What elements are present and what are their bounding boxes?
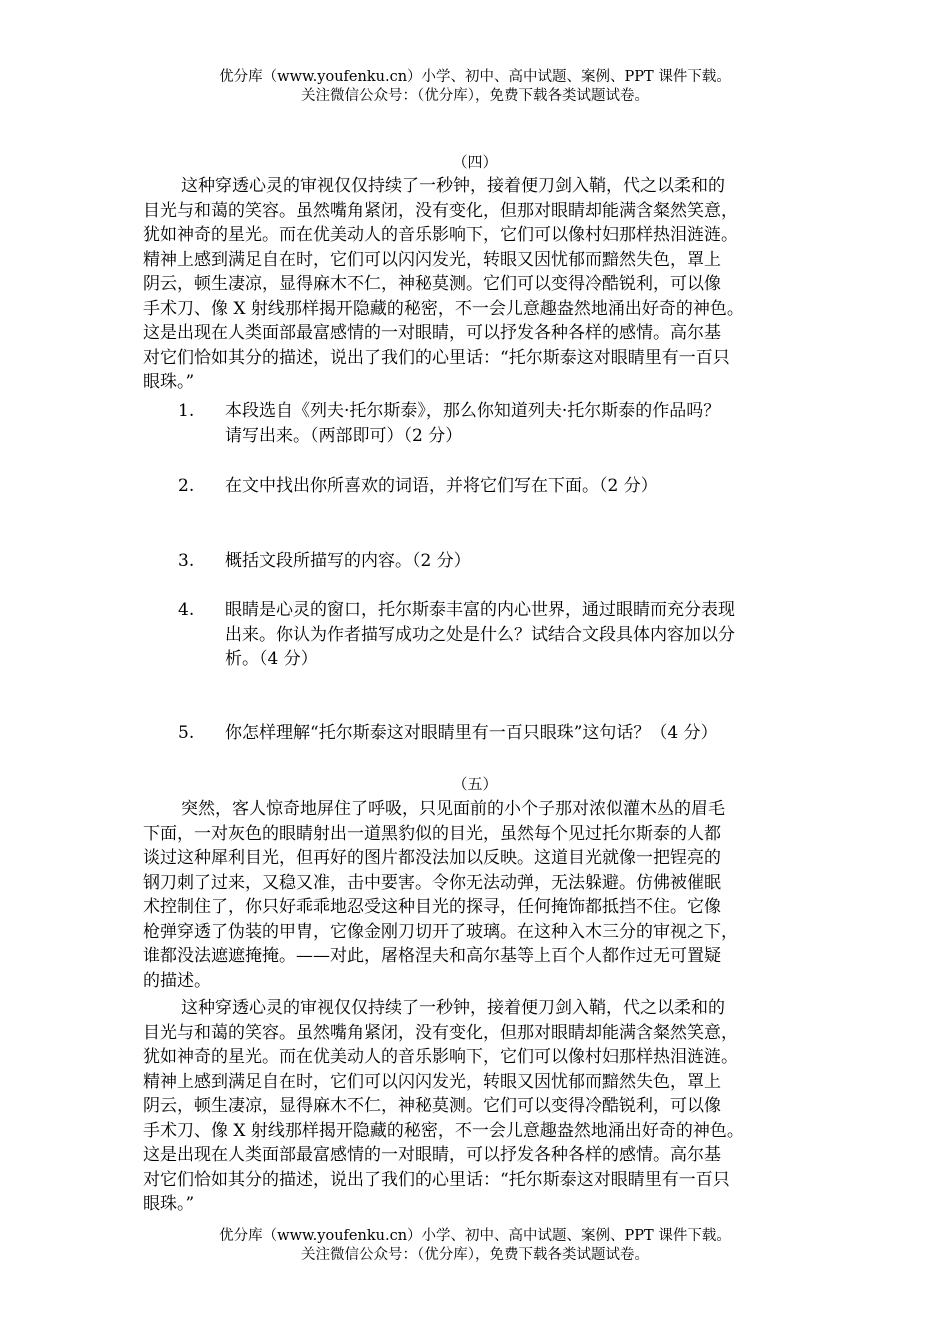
page-footer: [0, 1227, 950, 1265]
paragraph-line: 手术刀、像 X 射线那样揭开隐藏的秘密，不一会儿意趣盎然地涌出好奇的神色。: [143, 1120, 744, 1141]
question-text: 本段选自《列夫·托尔斯泰》，那么你知道列夫·托尔斯泰的作品吗？: [225, 401, 721, 421]
question-text: 请写出来。（两部即可）（2 分）: [225, 425, 463, 446]
paragraph-line: 犹如神奇的星光。而在优美动人的音乐影响下，它们可以像村妇那样热泪涟涟。: [143, 1047, 738, 1067]
question-number: 4.: [178, 600, 195, 620]
question-text: 析。（4 分）: [225, 649, 318, 669]
header-line-1: 优分库（www.youfenku.cn）小学、初中、高中试题、案例、PPT 课件下载。: [219, 69, 731, 85]
question-text: 眼睛是心灵的窗口，托尔斯泰丰富的内心世界，通过眼睛而充分表现: [225, 600, 735, 620]
paragraph-line: 下面，一对灰色的眼睛射出一道黑豹似的目光，虽然每个见过托尔斯泰的人都: [143, 823, 721, 844]
paragraph-line: 对它们恰如其分的描述，说出了我们的心里话：“托尔斯泰这对眼睛里有一百只: [143, 347, 730, 368]
paragraph-line: 目光与和蔼的笑容。虽然嘴角紧闭，没有变化，但那对眼睛却能满含粲然笑意，: [143, 200, 738, 221]
footer-line-2: 关注微信公众号：（优分库），免费下载各类试题试卷。: [301, 1247, 649, 1263]
section-5-heading: （五）: [452, 775, 498, 793]
paragraph-line: 对它们恰如其分的描述，说出了我们的心里话：“托尔斯泰这对眼睛里有一百只: [143, 1169, 730, 1190]
paragraph-line: 谁都没法遮遮掩掩。——对此，屠格涅夫和高尔基等上百个人都作过无可置疑: [143, 946, 721, 966]
question-number: 1.: [178, 401, 195, 421]
footer-line-1: 优分库（www.youfenku.cn）小学、初中、高中试题、案例、PPT 课件下载。: [219, 1228, 731, 1244]
paragraph-line: 目光与和蔼的笑容。虽然嘴角紧闭，没有变化，但那对眼睛却能满含粲然笑意，: [143, 1022, 738, 1043]
section-4-heading: （四）: [452, 153, 498, 171]
paragraph-line: 钢刀刺了过来，又稳又准，击中要害。令你无法动弹，无法躲避。仿佛被催眠: [143, 872, 721, 893]
paragraph-line: 阴云，顿生凄凉，显得麻木不仁，神秘莫测。它们可以变得冷酷锐利，可以像: [143, 274, 721, 294]
paragraph-line: 的描述。: [143, 970, 211, 991]
section-4-paragraph: [143, 174, 807, 395]
paragraph-line: 犹如神奇的星光。而在优美动人的音乐影响下，它们可以像村妇那样热泪涟涟。: [143, 225, 738, 245]
paragraph-line: 眼珠。”: [143, 372, 195, 392]
section-5-paragraph-1: [143, 797, 807, 993]
question-number: 2.: [178, 476, 195, 496]
paragraph-line: 枪弹穿透了伪装的甲胄，它像金刚刀切开了玻璃。在这种入木三分的审视之下，: [143, 921, 738, 942]
paragraph-line: 手术刀、像 X 射线那样揭开隐藏的秘密，不一会儿意趣盎然地涌出好奇的神色。: [143, 298, 744, 319]
question-text: 出来。你认为作者描写成功之处是什么？试结合文段具体内容加以分: [225, 624, 735, 645]
section-5-paragraph-2: [143, 996, 807, 1217]
paragraph-line: 这是出现在人类面部最富感情的一对眼睛，可以抒发各种各样的感情。高尔基: [143, 323, 721, 343]
page-header: [0, 68, 950, 106]
paragraph-line: 术控制住了，你只好乖乖地忍受这种目光的探寻，任何掩饰都抵挡不住。它像: [143, 897, 721, 917]
question-text: 你怎样理解“托尔斯泰这对眼睛里有一百只眼珠”这句话？（4 分）: [225, 723, 718, 743]
question-text: 概括文段所描写的内容。（2 分）: [225, 551, 471, 571]
header-line-2: 关注微信公众号：（优分库），免费下载各类试题试卷。: [301, 88, 649, 104]
question-number: 3.: [178, 551, 195, 571]
question-text: 在文中找出你所喜欢的词语，并将它们写在下面。（2 分）: [225, 476, 658, 496]
paragraph-line: 精神上感到满足自在时，它们可以闪闪发光，转眼又因忧郁而黯然失色，罩上: [143, 249, 721, 270]
paragraph-line: 阴云，顿生凄凉，显得麻木不仁，神秘莫测。它们可以变得冷酷锐利，可以像: [143, 1096, 721, 1116]
paragraph-line: 这是出现在人类面部最富感情的一对眼睛，可以抒发各种各样的感情。高尔基: [143, 1145, 721, 1165]
question-number: 5.: [178, 723, 195, 743]
paragraph-line: 这种穿透心灵的审视仅仅持续了一秒钟，接着便刀剑入鞘，代之以柔和的: [181, 176, 725, 196]
paragraph-line: 谈过这种犀利目光，但再好的图片都没法加以反映。这道目光就像一把锃亮的: [143, 848, 721, 868]
paragraph-line: 这种穿透心灵的审视仅仅持续了一秒钟，接着便刀剑入鞘，代之以柔和的: [181, 998, 725, 1018]
paragraph-line: 眼珠。”: [143, 1194, 195, 1214]
paragraph-line: 精神上感到满足自在时，它们可以闪闪发光，转眼又因忧郁而黯然失色，罩上: [143, 1071, 721, 1092]
paragraph-line: 突然，客人惊奇地屏住了呼吸，只见面前的小个子那对浓似灌木丛的眉毛: [181, 799, 725, 819]
